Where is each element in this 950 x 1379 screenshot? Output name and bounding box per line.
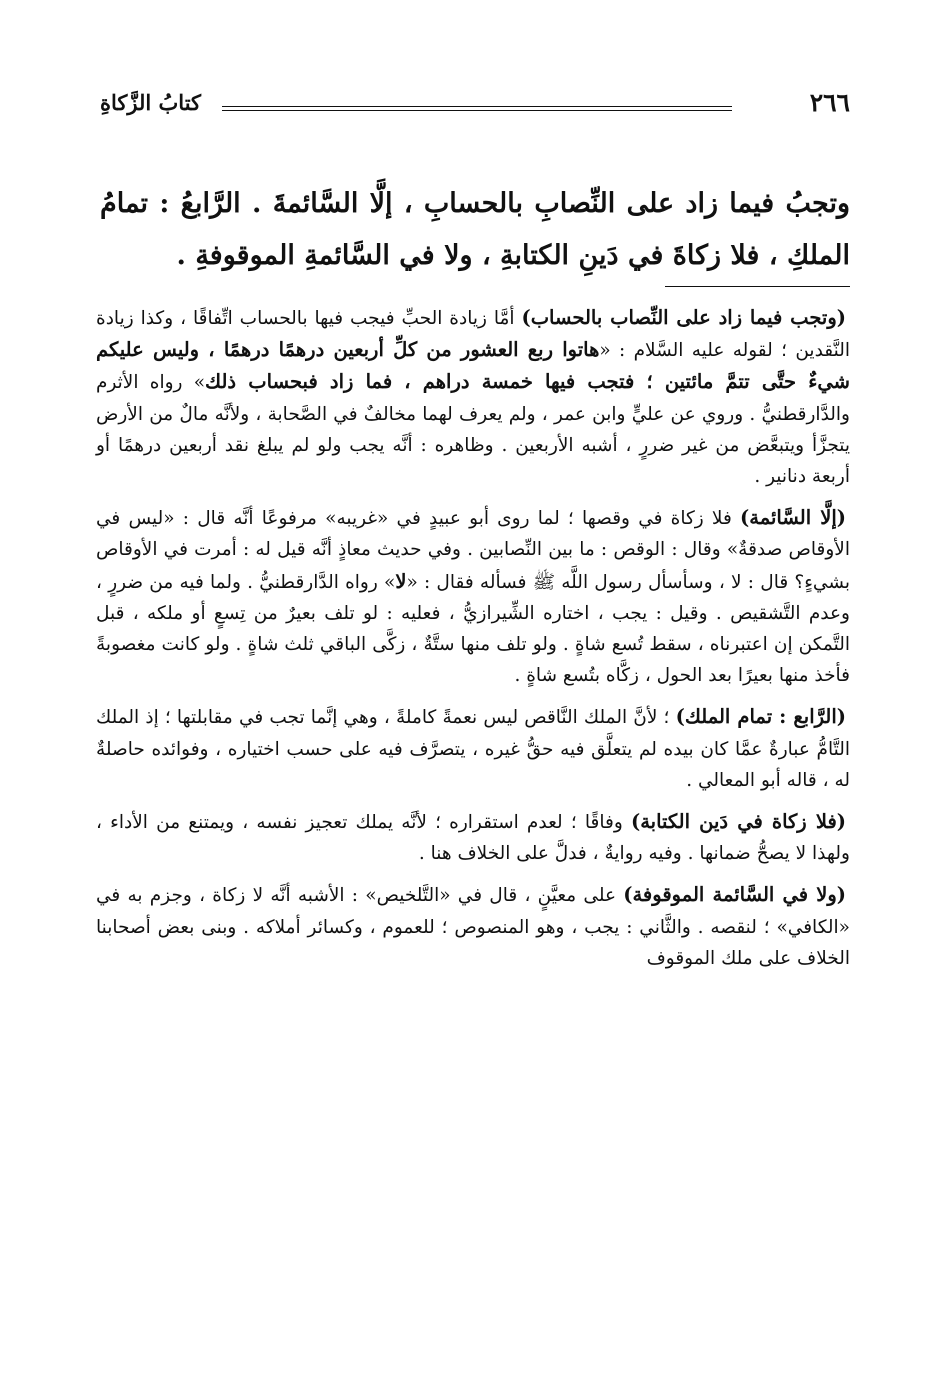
commentary-bold-segment: هاتوا ربع العشور من كلِّ أربعين درهمًا درهمًا ، وليس عليكم شيءٌ حتَّى تتمَّ مائتين ؛ فتجب فيها خمسة دراهم ، فما زاد فبحساب ذلك [96,338,850,394]
page-header [100,88,850,128]
commentary-paragraph [96,879,850,974]
commentary-text-segment: فلا زكاة في وقصها ؛ لما روى أبو عبيدٍ في «غريبه» مرفوعًا أنَّه قال : «ليس في الأوقاص صدقةٌ» وقال : الوقص : ما بين النِّصابين . وفي حديث معاذٍ أنَّه قيل له : أمرت في الأوقاص بشيءٍ؟ قال : لا ، وسأسأل رسول اللَّه ﷺ فسأله فقال : « [96,508,850,593]
running-title: كتابُ الزَّكاةِ [100,90,202,115]
commentary-text-segment: وفاقًا ؛ لعدم استقراره ؛ لأنَّه يملك تعجيز نفسه ، ويمتنع من الأداء ، ولهذا لا يصحُّ ضمانها . وفيه روايةٌ ، فدلَّ على الخلاف هنا . [96,812,850,865]
commentary-text-segment: » رواه الأثرم والدَّارقطنيُّ . وروي عن عليٍّ وابن عمر ، ولم يعرف لهما مخالفٌ في الصَّحابة ، ولأنَّه مالٌ من الأرض يتجزَّأ ويتبعَّض من غير ضررٍ ، أشبه الأربعين . وظاهره : أنَّه يجب ولو لم يبلغ نقد أربعين درهمًا أو أربعة دنانير . [96,372,850,488]
commentary-bold-segment: (إلَّا السَّائمة) [740,506,846,530]
matn-paragraph: وتجبُ فيما زاد على النِّصابِ بالحسابِ ، إلَّا السَّائمةَ . الرَّابعُ : تمامُ الملكِ ، فلا زكاةَ في دَينِ الكتابةِ ، ولا في السَّائمةِ الموقوفةِ . [100,188,850,271]
header-double-rule [222,106,732,111]
commentary-paragraph [96,302,850,492]
commentary-bold-segment: (وتجب فيما زاد على النِّصاب بالحساب) [521,306,846,329]
commentary-bold-segment: (فلا زكاة في دَين الكتابة) [630,810,847,834]
matn-text-block [100,178,850,282]
commentary-paragraph [96,502,850,691]
commentary-bold-segment: (ولا في السَّائمة الموقوفة) [623,883,846,907]
page-number: ٢٦٦ [809,88,850,117]
commentary-text-segment: ؛ لأنَّ الملك النَّاقص ليس نعمةً كاملةً ، وهي إنَّما تجب في مقابلتها ؛ إذ الملك التَّامُّ عبارةٌ عمَّا كان بيده لم يتعلَّق فيه حقُّ غيره ، يتصرَّف فيه على حسب اختياره ، وفوائده حاصلةٌ له ، قاله أبو المعالي . [96,707,850,791]
commentary-text-segment: أمَّا زيادة الحبِّ فيجب فيها بالحساب اتِّفاقًا ، وكذا زيادة النَّقدين ؛ لقوله عليه السَّلام : « [96,308,850,362]
commentary-bold-segment: (الرَّابع : تمام الملك) [675,705,846,729]
commentary-paragraph [96,806,850,869]
commentary-text-segment: » رواه الدَّارقطنيُّ . ولما فيه من ضررٍ ، وعدم التَّشقيص . وقيل : يجب ، اختاره الشِّيرازيُّ ، فعليه : لو تلف بعيرٌ من تِسعٍ أو ملكه ، قبل التَّمكن إن اعتبرناه ، سقط تُسع شاةٍ . ولو تلف منها ستَّةٌ ، زكَّى الباقي ثلث شاةٍ . ولو كانت مغصوبةً فأخذ منها بعيرًا بعد الحول ، زكَّاه بتُسع شاةٍ . [96,571,850,687]
commentary-bold-segment: لا [395,569,407,593]
commentary-block [96,302,850,984]
commentary-text-segment: على معيَّنٍ ، قال في «التَّلخيص» : الأشبه أنَّه لا زكاة ، وجزم به في «الكافي» ؛ لنقصه . والثَّاني : يجب ، وهو المنصوص ؛ للعموم ، وكسائر أملاكه . وبنى بعض أصحابنا الخلاف على ملك الموقوف [96,885,850,969]
text-separator-rule [665,286,850,287]
commentary-paragraph [96,701,850,796]
